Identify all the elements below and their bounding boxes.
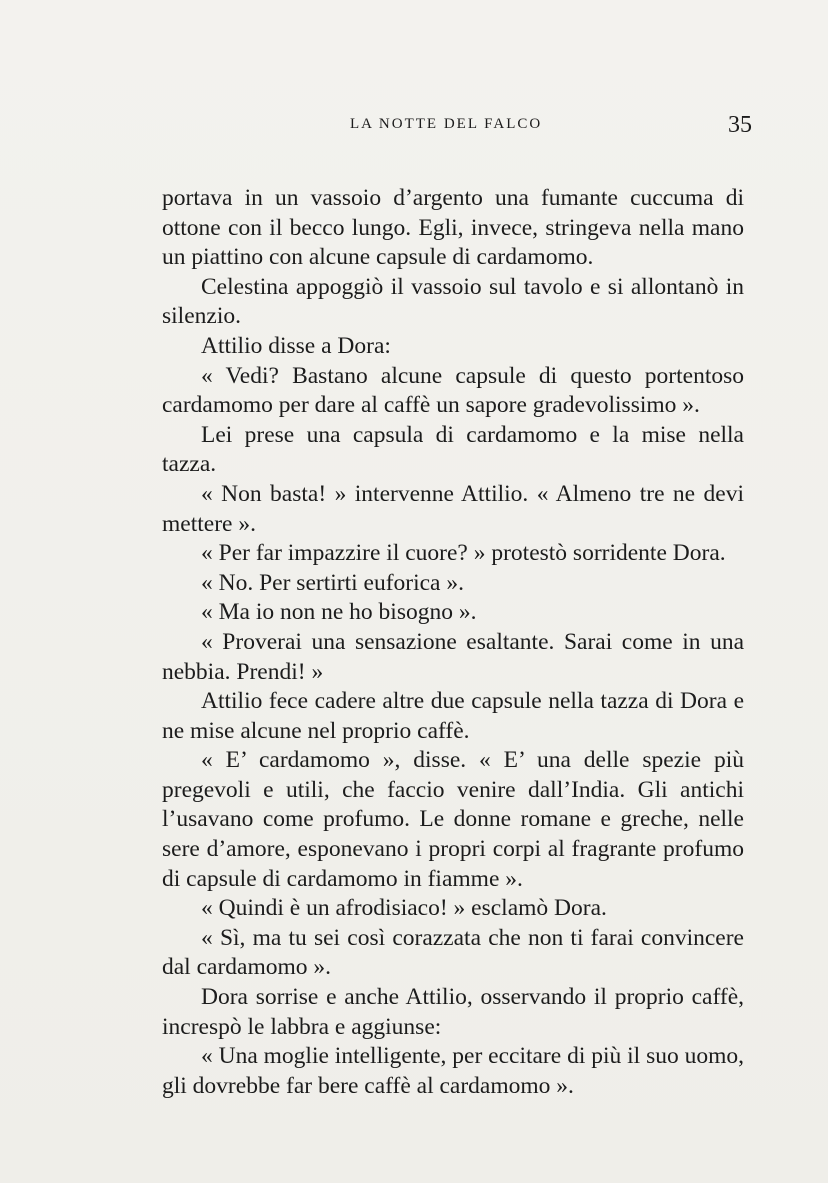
paragraph: « Proverai una sensazione esaltante. Sarai come in una nebbia. Prendi! » [162,628,744,685]
paragraph: « No. Per sertirti euforica ». [201,569,464,596]
paragraph: « E’ cardamomo », disse. « E’ una delle spezie più pregevoli e utili, che faccio venire dall’India. Gli antichi l’usavano come profumo. Le donne romane e greche, nelle sere d’amore, esponevano i propri corpi al fragrante profumo di capsule di cardamomo in fiamme ». [162,747,744,892]
paragraph: « Per far impazzire il cuore? » protestò sorridente Dora. [201,540,726,567]
paragraph: Dora sorrise e anche Attilio, osservando il proprio caffè, increspò le labbra e aggiunse: [162,984,744,1040]
paragraph: Lei prese una capsula di cardamomo e la mise nella tazza. [162,421,744,478]
paragraph: « Quindi è un afrodisiaco! » esclamò Dora. [201,895,607,922]
paragraph: Attilio disse a Dora: [201,332,391,359]
running-title: LA NOTTE DEL FALCO [350,116,543,132]
paragraph: « Vedi? Bastano alcune capsule di questo portentoso cardamomo per dare al caffè un sapore gradevolissimo ». [162,362,744,419]
paragraph: « Ma io non ne ho bisogno ». [201,599,477,626]
paragraph: Celestina appoggiò il vassoio sul tavolo e si allontanò in silenzio. [162,273,744,330]
paragraph: « Sì, ma tu sei così corazzata che non ti farai convincere dal cardamomo ». [162,924,744,981]
paragraph: portava in un vassoio d’argento una fumante cuccuma di ottone con il becco lungo. Egli, invece, stringeva nella mano un piattino con alcune capsule di cardamomo. [162,185,744,271]
paragraph: « Non basta! » intervenne Attilio. « Almeno tre ne devi mettere ». [162,480,744,537]
body-text [162,184,744,1101]
paragraph: Attilio fece cadere altre due capsule nella tazza di Dora e ne mise alcune nel proprio caffè. [162,688,744,744]
page-number: 35 [728,112,752,138]
paragraph: « Una moglie intelligente, per eccitare di più il suo uomo, gli dovrebbe far bere caffè al cardamomo ». [162,1043,744,1099]
page-header [162,112,752,138]
